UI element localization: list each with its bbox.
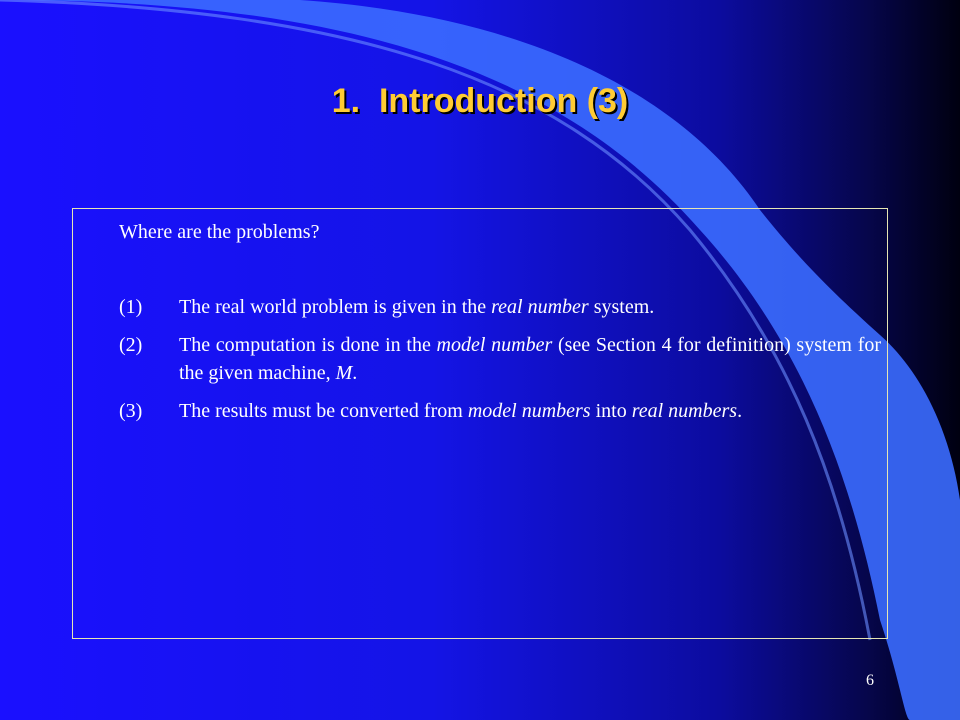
item-text: (see Section 4 for definition) system for the given machine, bbox=[179, 334, 882, 384]
item-number: (1) bbox=[119, 296, 143, 318]
list-item bbox=[119, 397, 881, 425]
list-item bbox=[119, 293, 881, 321]
item-emphasis: model number bbox=[436, 334, 553, 356]
item-text: The computation is done in the bbox=[179, 334, 437, 356]
item-text: . bbox=[352, 362, 358, 384]
item-number: (2) bbox=[119, 334, 143, 356]
item-number: (3) bbox=[119, 400, 143, 422]
item-emphasis: M bbox=[335, 362, 353, 384]
page-number: 6 bbox=[866, 672, 874, 689]
item-emphasis: model numbers bbox=[467, 400, 591, 422]
item-emphasis: real numbers bbox=[631, 400, 738, 422]
item-text: The real world problem is given in the bbox=[179, 296, 492, 318]
item-text: into bbox=[590, 400, 632, 422]
slide-title: 1. Introduction (3) bbox=[331, 82, 629, 120]
list-item bbox=[119, 331, 881, 387]
numbered-list bbox=[119, 293, 881, 435]
item-text: The results must be converted from bbox=[179, 400, 468, 422]
content-box bbox=[72, 208, 888, 639]
item-text: . bbox=[737, 400, 743, 422]
item-emphasis: real number bbox=[491, 296, 589, 318]
item-text: system. bbox=[588, 296, 655, 318]
question-text: Where are the problems? bbox=[119, 221, 320, 243]
